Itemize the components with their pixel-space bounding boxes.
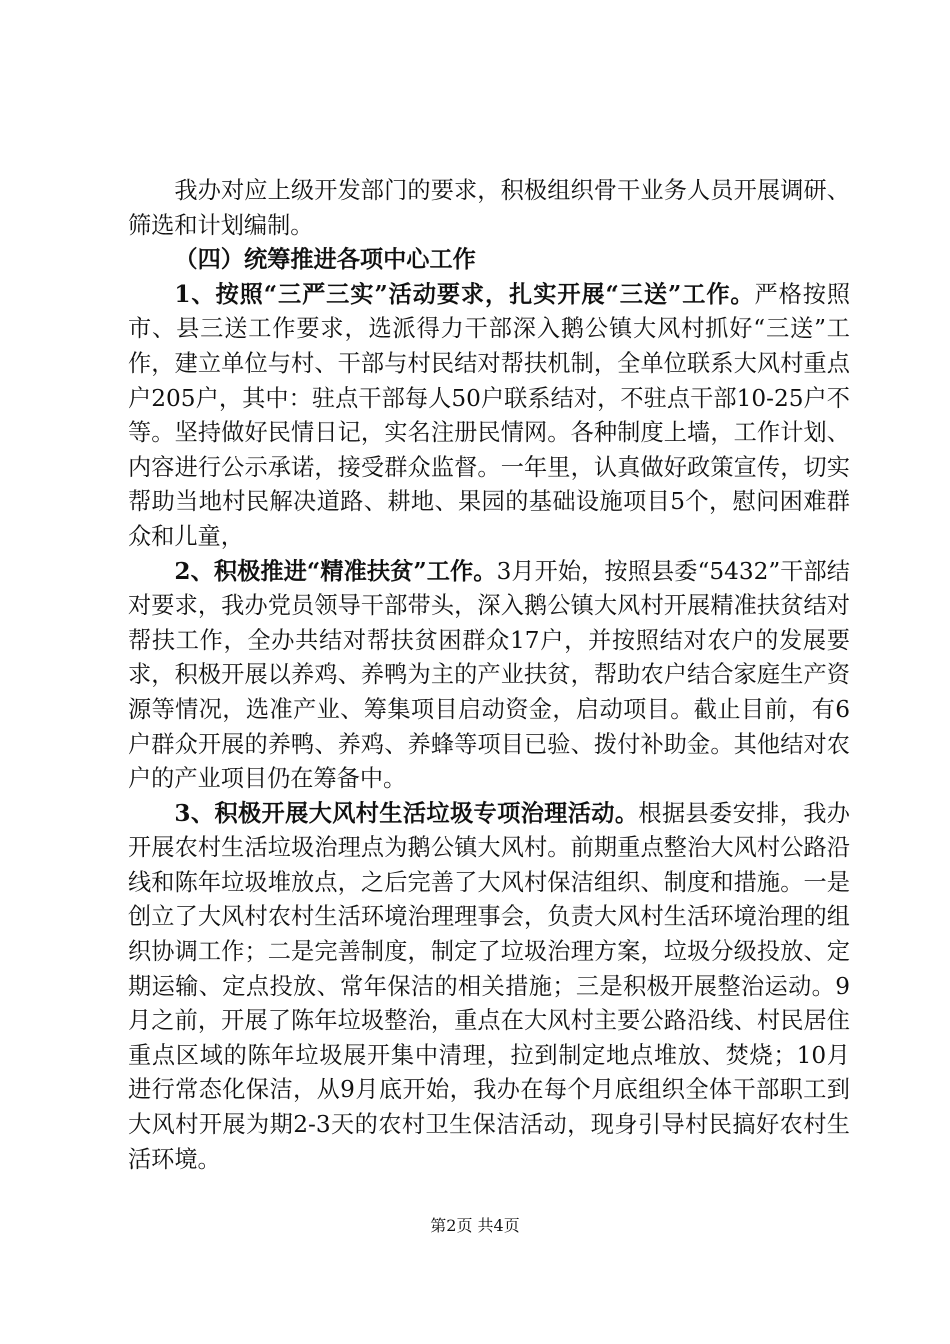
document-body [128, 174, 850, 1177]
item-paragraph-1 [128, 278, 850, 555]
item-1-text: 严格按照市、县三送工作要求，选派得力干部深入鹅公镇大风村抓好“三送”工作，建立单位与村、干部与村民结对帮扶机制，全单位联系大风村重点户205户，其中：驻点干部每人50户联系结对，不驻点干部10-25户不等。坚持做好民情日记，实名注册民情网。各种制度上墙，工作计划、内容进行公示承诺，接受群众监督。一年里，认真做好政策宣传，切实帮助当地村民解决道路、耕地、果园的基础设施项目5个，慰问困难群众和儿童， [128, 280, 851, 550]
item-2-lead: 2、积极推进“精准扶贫”工作。 [174, 557, 497, 585]
intro-paragraph-text: 我办对应上级开发部门的要求，积极组织骨干业务人员开展调研、筛选和计划编制。 [128, 177, 850, 239]
item-3-lead: 3、积极开展大风村生活垃圾专项治理活动。 [174, 799, 639, 827]
item-1-lead: 1、按照“三严三实”活动要求，扎实开展“三送”工作。 [174, 280, 755, 308]
intro-paragraph [128, 174, 850, 243]
item-paragraph-2 [128, 555, 850, 797]
section-heading: （四）统筹推进各项中心工作 [174, 246, 476, 274]
item-3-text: 根据县委安排，我办开展农村生活垃圾治理点为鹅公镇大风村。前期重点整治大风村公路沿线和陈年垃圾堆放点，之后完善了大风村保洁组织、制度和措施。一是创立了大风村农村生活环境治理理事会，负责大风村生活环境治理的组织协调工作；二是完善制度，制定了垃圾治理方案，垃圾分级投放、定期运输、定点投放、常年保洁的相关措施；三是积极开展整治运动。9月之前，开展了陈年垃圾整治，重点在大风村主要公路沿线、村民居住重点区域的陈年垃圾展开集中清理，拉到制定地点堆放、焚烧；10月进行常态化保洁，从9月底开始，我办在每个月底组织全体干部职工到大风村开展为期2-3天的农村卫生保洁活动，现身引导村民搞好农村生活环境。 [128, 799, 850, 1173]
item-paragraph-3 [128, 797, 850, 1178]
item-2-text: 3月开始，按照县委“5432”干部结对要求，我办党员领导干部带头，深入鹅公镇大风村开展精准扶贫结对帮扶工作，全办共结对帮扶贫困群众17户，并按照结对农户的发展要求，积极开展以养鸡、养鸭为主的产业扶贫，帮助农户结合家庭生产资源等情况，选准产业、筹集项目启动资金，启动项目。截止目前，有6户群众开展的养鸭、养鸡、养蜂等项目已验、拨付补助金。其他结对农户的产业项目仍在筹备中。 [128, 557, 850, 793]
page-number: 第2页 共4页 [430, 1216, 520, 1235]
page-footer [0, 1216, 950, 1236]
